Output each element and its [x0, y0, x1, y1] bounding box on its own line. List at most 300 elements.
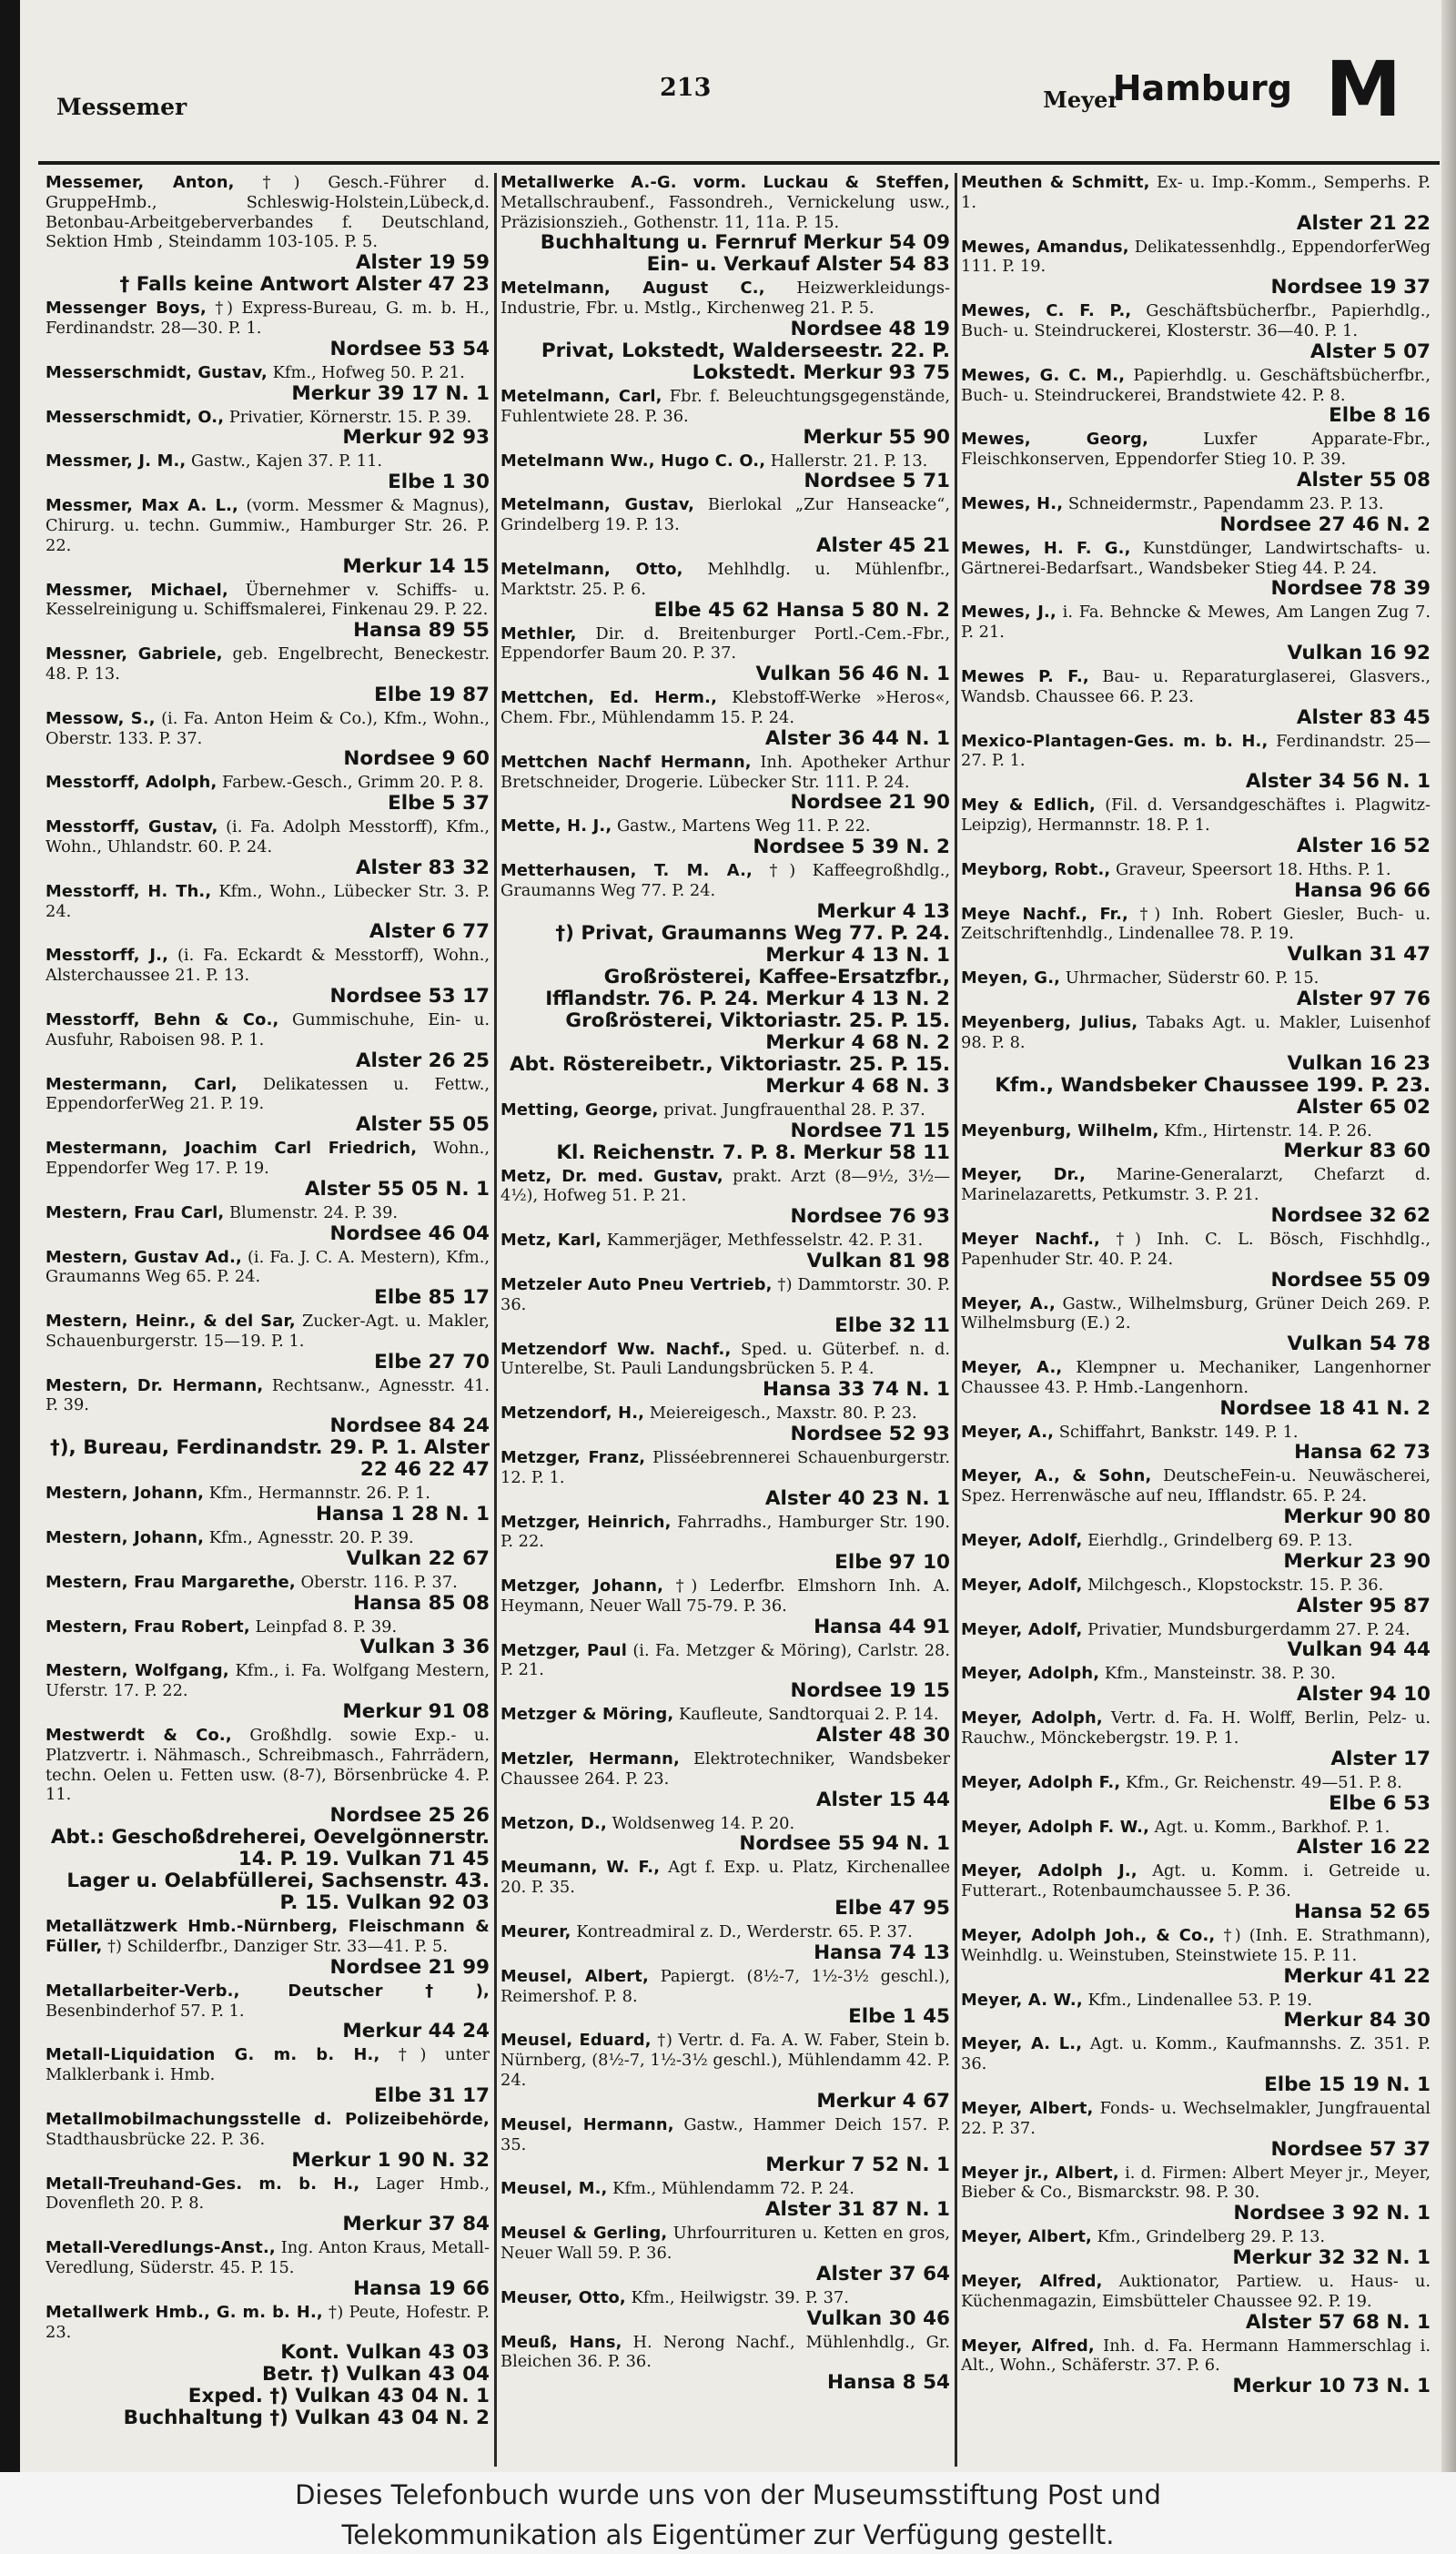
- entry-details: Wohn., Eppendorfer Weg 17. P. 19.: [46, 1139, 490, 1178]
- entry-name: Meyer, Adolf,: [961, 1619, 1083, 1639]
- entry-phone: Nordsee 19 15: [790, 1679, 950, 1703]
- book-spine: [0, 0, 20, 2472]
- entry-phone: Vulkan 94 44: [1287, 1638, 1431, 1662]
- entry-name: Meyer, Albert,: [961, 2099, 1094, 2119]
- entry-phone: Alster 57 68 N. 1: [1245, 2310, 1431, 2334]
- entry-details: Kontreadmiral z. D., Werderstr. 65. P. 37.: [571, 1922, 913, 1942]
- directory-entry: [500, 2333, 950, 2395]
- entry-name: Mewes, Georg,: [961, 430, 1149, 450]
- entry-phone: Alster 5 07: [1309, 340, 1431, 363]
- directory-entry: [961, 539, 1431, 601]
- directory-entry: [500, 688, 950, 750]
- entry-phone: Elbe 5 37: [388, 792, 490, 816]
- entry-name: Metelmann, Otto,: [500, 559, 683, 579]
- entry-phone: Hansa 74 13: [814, 1941, 950, 1964]
- entry-phone: Hansa 44 91: [814, 1615, 950, 1638]
- directory-entry: [46, 773, 490, 815]
- directory-entry: [961, 430, 1431, 492]
- directory-entry: [500, 173, 950, 276]
- directory-entry: [500, 1576, 950, 1638]
- column-1: [46, 173, 490, 2467]
- directory-entry: [961, 1531, 1431, 1573]
- entry-phone: Alster 55 05: [355, 1113, 490, 1137]
- directory-entry: [46, 581, 490, 643]
- entry-name: Mette, H. J.,: [500, 816, 612, 836]
- directory-entry: [500, 816, 950, 858]
- entry-details: Ing. Anton Kraus, Metall-Veredlung, Süderstr. 45. P. 15.: [46, 2238, 490, 2278]
- entry-details: Mehlhdlg. u. Mühlenfbr., Marktstr. 25. P. 6.: [500, 559, 950, 599]
- entry-details: (i. Fa. J. C. A. Mestern), Kfm., Graumanns Weg 65. P. 24.: [46, 1247, 490, 1287]
- entry-name: Methler,: [500, 623, 577, 644]
- directory-entry: [961, 494, 1431, 536]
- directory-entry: [961, 732, 1431, 794]
- directory-entry: [46, 363, 490, 405]
- directory-entry: [961, 366, 1431, 428]
- entry-phone: Nordsee 57 37: [1270, 2137, 1431, 2161]
- entry-details: Kfm., Grindelberg 29. P. 13.: [1091, 2227, 1326, 2247]
- entry-phone: †) Privat, Graumanns Weg 77. P. 24. Merkur 4 13 N. 1: [555, 921, 950, 967]
- entry-details: Kfm., Agnesstr. 20. P. 39.: [204, 1528, 414, 1548]
- entry-details: Kfm., Hermannstr. 26. P. 1.: [204, 1484, 430, 1504]
- entry-name: Meuthen & Schmitt,: [961, 173, 1150, 192]
- column-2: [500, 173, 950, 2467]
- directory-entry: [961, 1926, 1431, 1988]
- entry-phone: Alster 6 77: [369, 920, 490, 944]
- entry-details: Gastw., Wilhelmsburg, Grüner Deich 269. P. Wilhelmsburg (E.) 2.: [961, 1293, 1431, 1333]
- entry-details: †) Schilderfbr., Danziger Str. 33—41. P. 5.: [102, 1937, 449, 1957]
- entry-details: Bierlokal „Zur Hanseacke“, Grindelberg 19. P. 13.: [500, 495, 950, 535]
- entry-phone: Alster 40 23 N. 1: [764, 1486, 950, 1510]
- entry-phone: Alster 19 59: [355, 251, 490, 275]
- entry-phone: Nordsee 76 93: [790, 1205, 950, 1229]
- entry-phone: Merkur 1 90 N. 32: [291, 2148, 490, 2172]
- entry-name: Mestern, Johann,: [46, 1528, 205, 1548]
- entry-phone: Hansa 52 65: [1294, 1900, 1431, 1924]
- directory-entry: [500, 2031, 950, 2112]
- directory-entry: [961, 1664, 1431, 1706]
- directory-entry: [961, 1620, 1431, 1662]
- entry-name: Meyer, Adolph Joh., & Co.,: [961, 1926, 1216, 1946]
- entry-name: Metall-Veredlungs-Anst.,: [46, 2238, 276, 2258]
- entry-details: Kfm., Lindenallee 53. P. 19.: [1082, 1990, 1313, 2010]
- entry-details: (Fil. d. Versandgeschäftes i. Plagwitz-Leipzig), Hermannstr. 18. P. 1.: [961, 796, 1431, 835]
- directory-entry: [500, 1922, 950, 1964]
- entry-details: (i. Fa. Anton Heim & Co.), Kfm., Wohn., Oberstr. 133. P. 37.: [46, 708, 490, 748]
- directory-entry: [46, 299, 490, 360]
- entry-phone: Exped. †) Vulkan 43 04 N. 1: [187, 2385, 490, 2408]
- entry-phone: Alster 17: [1330, 1747, 1431, 1770]
- entry-details: Metallschraubenf., Fassondreh., Vernickelung usw., Präzisionszieh., Gothenstr. 11, 11a. P. 15.: [500, 192, 950, 232]
- column-3: [961, 173, 1431, 2467]
- entry-phone: Merkur 92 93: [342, 426, 490, 450]
- entry-phone: Vulkan 22 67: [346, 1546, 490, 1570]
- entry-phone: Hansa 89 55: [353, 619, 490, 643]
- entry-phone: Hansa 19 66: [353, 2276, 490, 2300]
- entry-details: Marine-Generalarzt, Chefarzt d. Marinelazaretts, Petkumstr. 3. P. 21.: [961, 1165, 1431, 1205]
- entry-phone: Alster 37 64: [815, 2262, 950, 2285]
- entry-details: prakt. Arzt (8—9½, 3½—4½), Hofweg 51. P. 21.: [500, 1166, 950, 1206]
- entry-details: i. Fa. Behncke & Mewes, Am Langen Zug 7. P. 21.: [961, 603, 1431, 643]
- entry-phone: Merkur 32 32 N. 1: [1232, 2246, 1431, 2270]
- entry-details: i. d. Firmen: Albert Meyer jr., Meyer, Bieber & Co., Bismarckstr. 98. P. 30.: [961, 2163, 1431, 2203]
- directory-entry: [961, 667, 1431, 729]
- entry-phone: †), Bureau, Ferdinandstr. 29. P. 1. Alster 22 46 22 47: [49, 1436, 490, 1482]
- entry-name: Meyen, G.,: [961, 968, 1061, 988]
- directory-entry: [961, 2164, 1431, 2225]
- entry-phone: Nordsee 18 41 N. 2: [1219, 1396, 1431, 1420]
- directory-entry: [500, 1275, 950, 1337]
- entry-name: Metall-Liquidation G. m. b. H.,: [46, 2045, 380, 2065]
- entry-details: Großhdlg. sowie Exp.- u. Platzvertr. i. Nähmasch., Schreibmasch., Fahrrädern, techn. Oelen u. Fetten usw. (8-7), Börsenbrücke 4. P. 11.: [46, 1726, 490, 1805]
- entry-details: Inh. Apotheker Arthur Bretschneider, Drogerie. Lübecker Str. 111. P. 24.: [500, 752, 950, 792]
- directory-entry: [46, 2238, 490, 2300]
- entry-details: Kaufleute, Sandtorquai 2. P. 14.: [673, 1705, 939, 1725]
- entry-details: Fahrradhs., Hamburger Str. 190. P. 22.: [500, 1512, 950, 1552]
- entry-details: Vertr. d. Fa. H. Wolff, Berlin, Pelz- u. Rauchw., Mönckebergstr. 19. P. 1.: [961, 1708, 1431, 1748]
- entry-phone: Merkur 84 30: [1283, 2009, 1431, 2032]
- directory-entry: [961, 2227, 1431, 2269]
- directory-entry: [46, 2110, 490, 2172]
- directory-entry: [500, 2224, 950, 2285]
- entry-name: Mestern, Frau Margarethe,: [46, 1572, 296, 1592]
- entry-name: Metelmann Ww., Hugo C. O.,: [500, 451, 766, 471]
- entry-name: Meyer, A.,: [961, 1422, 1055, 1442]
- entry-name: Meuß, Hans,: [500, 2332, 622, 2352]
- entry-details: †) Kaffeegroßhdlg., Graumanns Weg 77. P. 24.: [500, 861, 950, 900]
- directory-entry: [46, 644, 490, 706]
- directory-entry: [961, 1423, 1431, 1464]
- entry-details: Uhrmacher, Süderstr 60. P. 15.: [1060, 968, 1320, 988]
- directory-entry: [46, 1139, 490, 1201]
- entry-details: H. Nerong Nachf., Mühlenhdlg., Gr. Bleichen 36. P. 36.: [500, 2332, 950, 2372]
- entry-name: Metzger & Möring,: [500, 1705, 674, 1725]
- directory-entry: [46, 408, 490, 450]
- entry-details: Dir. d. Breitenburger Portl.-Cem.-Fbr., Eppendorfer Baum 20. P. 37.: [500, 623, 950, 664]
- entry-details: Privatier, Körnerstr. 15. P. 39.: [224, 407, 472, 427]
- entry-name: Mestern, Frau Carl,: [46, 1202, 225, 1222]
- header-letter: M: [1325, 45, 1401, 134]
- entry-phone: Nordsee 71 15: [790, 1119, 950, 1142]
- entry-details: (i. Fa. Adolph Messtorff), Kfm., Wohn., Uhlandstr. 60. P. 24.: [46, 817, 490, 856]
- directory-entry: [500, 753, 950, 815]
- entry-name: Metzendorf Ww. Nachf.,: [500, 1339, 732, 1359]
- entry-details: (i. Fa. Metzger & Möring), Carlstr. 28. P. 21.: [500, 1640, 950, 1680]
- directory-entry: [961, 1576, 1431, 1617]
- entry-details: Oberstr. 116. P. 37.: [295, 1572, 458, 1592]
- entry-name: Meyer Nachf.,: [961, 1229, 1101, 1249]
- entry-name: Mewes, G. C. M.,: [961, 365, 1126, 385]
- directory-entry: [500, 861, 950, 1098]
- directory-entry: [961, 2099, 1431, 2161]
- directory-entry: [46, 1376, 490, 1482]
- directory-entry: [500, 1448, 950, 1510]
- entry-phone: Elbe 47 95: [834, 1897, 950, 1921]
- entry-phone: Großrösterei, Kaffee-Ersatzfbr., Ifflandstr. 76. P. 24. Merkur 4 13 N. 2: [545, 965, 950, 1010]
- directory-entry: [961, 173, 1431, 235]
- entry-name: Messtorff, J.,: [46, 946, 169, 966]
- directory-entry: [500, 1967, 950, 2029]
- entry-phone: Elbe 1 30: [388, 471, 490, 494]
- entry-details: Sped. u. Güterbef. n. d. Unterelbe, St. Pauli Landungsbrücken 5. P. 4.: [500, 1339, 950, 1379]
- entry-name: Meyer, Adolf,: [961, 1575, 1083, 1595]
- directory-entry: [500, 2288, 950, 2330]
- entry-name: Meyer jr., Albert,: [961, 2163, 1119, 2183]
- directory-entry: [961, 1861, 1431, 1923]
- entry-name: Messtorff, Adolph,: [46, 773, 217, 793]
- directory-entry: [500, 1100, 950, 1164]
- entry-name: Metterhausen, T. M. A.,: [500, 861, 753, 881]
- entry-phone: Großrösterei, Viktoriastr. 25. P. 15. Merkur 4 68 N. 2: [565, 1008, 950, 1054]
- entry-name: Metzger, Johann,: [500, 1576, 664, 1596]
- entry-phone: Buchhaltung u. Fernruf Merkur 54 09: [540, 231, 950, 255]
- entry-phone: † Falls keine Antwort Alster 47 23: [119, 273, 490, 297]
- page-number: 213: [660, 74, 712, 102]
- entry-name: Meurer,: [500, 1922, 571, 1942]
- directory-entry: [961, 1230, 1431, 1292]
- entry-phone: Nordsee 32 62: [1270, 1203, 1431, 1227]
- directory-entry: [500, 1749, 950, 1811]
- entry-phone: Vulkan 16 23: [1287, 1051, 1431, 1075]
- entry-name: Messemer, Anton,: [46, 173, 235, 192]
- entry-details: Stadthausbrücke 22. P. 36.: [46, 2129, 266, 2149]
- entry-phone: Kl. Reichenstr. 7. P. 8. Merkur 58 11: [556, 1140, 950, 1164]
- entry-name: Mewes P. F.,: [961, 666, 1089, 686]
- entry-name: Metting, George,: [500, 1100, 659, 1120]
- entry-name: Metzger, Franz,: [500, 1447, 646, 1467]
- entry-name: Mettchen Nachf Hermann,: [500, 752, 752, 772]
- entry-details: Klempner u. Mechaniker, Langenhorner Chaussee 43. P. Hmb.-Langenhorn.: [961, 1358, 1431, 1397]
- directory-entry: [961, 796, 1431, 857]
- entry-name: Mewes, Amandus,: [961, 237, 1129, 257]
- entry-phone: Merkur 7 52 N. 1: [765, 2154, 950, 2177]
- entry-phone: Elbe 32 11: [834, 1313, 950, 1337]
- entry-name: Messenger Boys,: [46, 299, 207, 319]
- entry-details: Hallerstr. 21. P. 13.: [765, 451, 928, 471]
- entry-details: Übernehmer v. Schiffs- u. Kesselreinigung u. Schiffsmalerei, Finkenau 29. P. 22.: [46, 580, 490, 620]
- entry-details: Auktionator, Partiew. u. Haus- u. Küchenmagazin, Eimsbütteler Chaussee 92. P. 19.: [961, 2272, 1431, 2311]
- entry-phone: Elbe 85 17: [374, 1286, 490, 1310]
- entry-details: †) Peute, Hofestr. P. 23.: [46, 2302, 490, 2342]
- entry-phone: Nordsee 52 93: [790, 1422, 950, 1445]
- entry-details: Fonds- u. Wechselmakler, Jungfrauental 22. P. 37.: [961, 2099, 1431, 2138]
- entry-details: Elektrotechniker, Wandsbeker Chaussee 264. P. 23.: [500, 1749, 950, 1789]
- entry-phone: Nordsee 27 46 N. 2: [1219, 512, 1431, 536]
- entry-phone: Nordsee 84 24: [329, 1414, 490, 1438]
- entry-name: Mey & Edlich,: [961, 796, 1096, 816]
- entry-details: DeutscheFein-u. Neuwäscherei, Spez. Herrenwäsche auf neu, Ifflandstr. 65. P. 24.: [961, 1466, 1431, 1506]
- directory-entry: [46, 2045, 490, 2107]
- entry-name: Meyer, A.,: [961, 1358, 1063, 1378]
- entry-name: Meyer, A., & Sohn,: [961, 1466, 1152, 1486]
- entry-details: †) Lederfbr. Elmshorn Inh. A. Heymann, Neuer Wall 75-79. P. 36.: [500, 1576, 950, 1616]
- entry-details: Agt. u. Komm., Barkhof. P. 1.: [1149, 1817, 1390, 1837]
- directory-entry: [961, 238, 1431, 299]
- entry-phone: Betr. †) Vulkan 43 04: [262, 2363, 490, 2387]
- entry-details: Kfm., Hofweg 50. P. 21.: [267, 362, 465, 382]
- directory-entry: [46, 496, 490, 577]
- entry-details: Kfm., Heilwigstr. 39. P. 37.: [625, 2287, 849, 2307]
- entry-name: Meyer, Adolf,: [961, 1531, 1083, 1551]
- directory-entry: [500, 1705, 950, 1747]
- directory-entry: [500, 1340, 950, 1402]
- entry-name: Meusel, M.,: [500, 2179, 608, 2199]
- entry-name: Messerschmidt, O.,: [46, 407, 225, 427]
- entry-details: †) Express-Bureau, G. m. b. H., Ferdinandstr. 28—30. P. 1.: [46, 299, 490, 338]
- entry-name: Messtorff, Behn & Co.,: [46, 1009, 279, 1029]
- entry-name: Mestern, Gustav Ad.,: [46, 1247, 243, 1267]
- entry-name: Metelmann, Carl,: [500, 386, 662, 406]
- entry-phone: Hansa 62 73: [1294, 1441, 1431, 1464]
- directory-entry: [46, 1528, 490, 1570]
- entry-phone: Alster 31 87 N. 1: [764, 2198, 950, 2222]
- entry-phone: Alster 45 21: [815, 533, 950, 557]
- entry-name: Messerschmidt, Gustav,: [46, 362, 268, 382]
- entry-details: Gastw., Martens Weg 11. P. 22.: [612, 816, 871, 836]
- entry-phone: Alster 55 05 N. 1: [304, 1177, 490, 1201]
- directory-entry: [500, 1513, 950, 1575]
- directory-entry: [500, 1641, 950, 1703]
- entry-phone: Merkur 4 13: [816, 899, 950, 923]
- directory-entry: [46, 1075, 490, 1137]
- directory-entry: [46, 1203, 490, 1245]
- directory-entry: [961, 1358, 1431, 1420]
- listing-columns: [46, 173, 1438, 2467]
- entry-phone: Elbe 19 87: [374, 683, 490, 706]
- entry-name: Meyenburg, Wilhelm,: [961, 1120, 1159, 1140]
- directory-entry: [961, 1294, 1431, 1356]
- footer-line-1: Dieses Telefonbuch wurde uns von der Museumsstiftung Post und: [295, 2479, 1161, 2510]
- entry-details: Kfm., Wohn., Lübecker Str. 3. P. 24.: [46, 881, 490, 921]
- directory-entry: [46, 1010, 490, 1072]
- entry-phone: Merkur 55 90: [803, 425, 950, 449]
- entry-details: Agt. u. Komm., Kaufmannshs. Z. 351. P. 36.: [961, 2034, 1431, 2074]
- directory-entry: [961, 301, 1431, 363]
- entry-details: †) unter Malklerbank i. Hmb.: [46, 2045, 490, 2085]
- entry-phone: Elbe 1 45: [848, 2005, 950, 2029]
- entry-details: †) Inh. C. L. Bösch, Fischhdlg., Papenhuder Str. 40. P. 24.: [961, 1229, 1431, 1269]
- directory-entry: [46, 1981, 490, 2043]
- entry-name: Mexico-Plantagen-Ges. m. b. H.,: [961, 731, 1269, 751]
- entry-details: Fbr. f. Beleuchtungsgegenstände, Fuhlentwiete 28. P. 36.: [500, 386, 950, 426]
- entry-name: Mewes, H.,: [961, 493, 1064, 513]
- directory-entry: [46, 2303, 490, 2430]
- directory-entry: [961, 603, 1431, 664]
- entry-details: Schneidermstr., Papendamm 23. P. 13.: [1063, 493, 1384, 513]
- entry-name: Meyer, Alfred,: [961, 2336, 1095, 2356]
- entry-name: Metzler, Hermann,: [500, 1749, 680, 1769]
- entry-phone: Hansa 1 28 N. 1: [315, 1503, 490, 1526]
- entry-details: Zucker-Agt. u. Makler, Schauenburgerstr. 15—19. P. 1.: [46, 1312, 490, 1351]
- page-edge: [1441, 0, 1456, 2472]
- entry-details: Meiereigesch., Maxstr. 80. P. 23.: [644, 1404, 917, 1424]
- entry-details: Woldsenweg 14. P. 20.: [606, 1813, 795, 1833]
- entry-details: Klebstoff-Werke »Heros«, Chem. Fbr., Mühlendamm 15. P. 24.: [500, 688, 950, 727]
- entry-name: Mestern, Dr. Hermann,: [46, 1375, 264, 1395]
- footer-line-2: Telekommunikation als Eigentümer zur Verfügung gestellt.: [341, 2519, 1115, 2550]
- directory-entry: [46, 882, 490, 944]
- entry-details: (vorm. Messmer & Magnus), Chirurg. u. techn. Gummiw., Hamburger Str. 26. P. 22.: [46, 496, 490, 555]
- directory-entry: [961, 1013, 1431, 1119]
- entry-name: Meyer, A.,: [961, 1293, 1056, 1313]
- entry-phone: Merkur 10 73 N. 1: [1232, 2375, 1431, 2398]
- entry-phone: Merkur 83 60: [1283, 1140, 1431, 1163]
- entry-phone: Nordsee 5 39 N. 2: [753, 836, 950, 859]
- entry-details: (i. Fa. Eckardt & Messtorff), Wohn., Alsterchaussee 21. P. 13.: [46, 946, 490, 986]
- entry-name: Meyer, Alfred,: [961, 2272, 1103, 2292]
- entry-name: Messtorff, H. Th.,: [46, 881, 212, 901]
- entry-name: Meyer, A. W.,: [961, 1990, 1083, 2010]
- entry-phone: Elbe 8 16: [1329, 404, 1431, 428]
- directory-entry: [46, 1573, 490, 1615]
- entry-details: Bau- u. Reparaturglaserei, Glasvers., Wandsb. Chaussee 66. P. 23.: [961, 666, 1431, 706]
- entry-phone: Merkur 14 15: [342, 554, 490, 578]
- entry-details: Graveur, Speersort 18. Hths. P. 1.: [1110, 859, 1391, 879]
- entry-phone: Alster 16 22: [1296, 1836, 1431, 1860]
- entry-details: Rechtsanw., Agnesstr. 41. P. 39.: [46, 1375, 490, 1415]
- directory-entry: [46, 2174, 490, 2236]
- directory-entry: [46, 1661, 490, 1723]
- entry-name: Mewes, J.,: [961, 603, 1057, 623]
- entry-phone: Alster 15 44: [815, 1788, 950, 1811]
- entry-name: Meumann, W. F.,: [500, 1858, 661, 1878]
- entry-name: Metallätzwerk Hmb.-Nürnberg, Fleischmann & Füller,: [46, 1917, 490, 1957]
- directory-entry: [500, 2179, 950, 2221]
- entry-name: Meyenberg, Julius,: [961, 1012, 1138, 1032]
- entry-name: Metallwerke A.-G. vorm. Luckau & Steffen,: [500, 173, 950, 192]
- entry-details: Milchgesch., Klopstockstr. 15. P. 36.: [1082, 1575, 1384, 1595]
- entry-name: Meuser, Otto,: [500, 2287, 626, 2307]
- entry-name: Meyer, Adolph F.,: [961, 1772, 1121, 1792]
- entry-name: Metelmann, August C.,: [500, 279, 765, 299]
- entry-phone: Merkur 37 84: [342, 2213, 490, 2236]
- entry-details: Kfm., Hirtenstr. 14. P. 26.: [1158, 1120, 1372, 1140]
- directory-entry: [500, 1858, 950, 1920]
- entry-details: Heizwerkleidungs-Industrie, Fbr. u. Mstlg., Kirchenweg 21. P. 5.: [500, 279, 950, 319]
- entry-phone: Vulkan 56 46 N. 1: [755, 663, 950, 686]
- entry-name: Meusel, Albert,: [500, 1966, 649, 1986]
- entry-details: privat. Jungfrauenthal 28. P. 37.: [658, 1100, 925, 1120]
- entry-phone: Merkur 41 22: [1283, 1964, 1431, 1988]
- directory-entry: [961, 1773, 1431, 1815]
- entry-details: †) Gesch.-Führer d. GruppeHmb., Schleswig-Holstein,Lübeck,d. Betonbau-Arbeitgeberverbandes f. Deutschland, Sektion Hmb , Steindamm 103-105. P. 5.: [46, 173, 490, 252]
- entry-phone: Abt. Röstereibetr., Viktoriastr. 25. P. 15. Merkur 4 68 N. 3: [510, 1052, 950, 1098]
- entry-details: Besenbinderhof 57. P. 1.: [46, 2001, 245, 2021]
- directory-entry: [46, 1917, 490, 1979]
- directory-entry: [46, 709, 490, 771]
- entry-name: Messtorff, Gustav,: [46, 817, 218, 837]
- entry-details: Kammerjäger, Methfesselstr. 42. P. 31.: [602, 1231, 924, 1251]
- entry-name: Messmer, Max A. L.,: [46, 496, 239, 516]
- entry-details: Privatier, Mundsburgerdamm 27. P. 24.: [1082, 1619, 1410, 1639]
- column-divider: [494, 173, 497, 2467]
- entry-phone: Nordsee 55 09: [1270, 1268, 1431, 1292]
- entry-name: Mestern, Wolfgang,: [46, 1661, 229, 1681]
- entry-name: Meyer, Adolph,: [961, 1708, 1103, 1728]
- entry-name: Mewes, H. F. G.,: [961, 538, 1131, 558]
- entry-phone: Privat, Lokstedt, Walderseestr. 22. P. Lokstedt. Merkur 93 75: [541, 339, 950, 384]
- entry-phone: Merkur 90 80: [1283, 1505, 1431, 1529]
- directory-entry: [500, 451, 950, 493]
- entry-details: Plisséebrennerei Schauenburgerstr. 12. P. 1.: [500, 1447, 950, 1487]
- entry-name: Metz, Dr. med. Gustav,: [500, 1166, 723, 1186]
- directory-entry: [500, 624, 950, 686]
- entry-name: Messmer, Michael,: [46, 580, 228, 600]
- entry-phone: Elbe 45 62 Hansa 5 80 N. 2: [653, 598, 950, 622]
- entry-name: Meyer, Albert,: [961, 2227, 1092, 2247]
- directory-entry: [961, 1708, 1431, 1770]
- entry-details: Gastw., Kajen 37. P. 11.: [186, 451, 383, 471]
- entry-details: Agt f. Exp. u. Platz, Kirchenallee 20. P. 35.: [500, 1858, 950, 1898]
